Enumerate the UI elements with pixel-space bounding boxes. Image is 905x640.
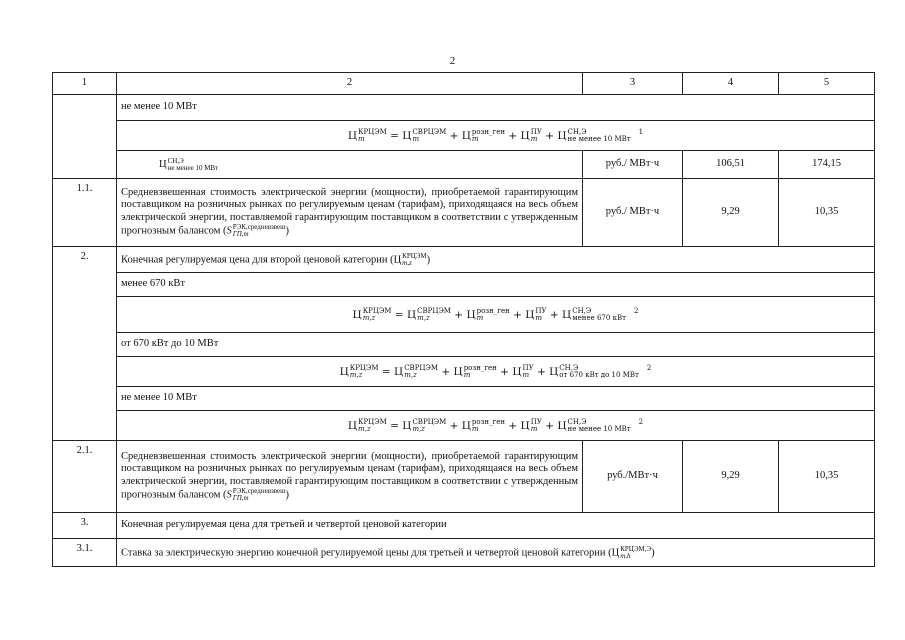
footnote-mark: 2 bbox=[646, 364, 652, 373]
value-cell-5: 10,35 bbox=[779, 179, 875, 247]
row-label: не менее 10 МВт bbox=[117, 387, 875, 411]
sn-value-4: 106,51 bbox=[683, 151, 779, 179]
footnote-mark: 1 bbox=[638, 128, 644, 137]
value-cell-4: 9,29 bbox=[683, 179, 779, 247]
footnote-mark: 2 bbox=[633, 307, 639, 316]
header-col-3: 3 bbox=[583, 73, 683, 95]
sn-value-5: 174,15 bbox=[779, 151, 875, 179]
header-row bbox=[53, 73, 875, 95]
header-col-5: 5 bbox=[779, 73, 875, 95]
row-number: 2. bbox=[53, 247, 117, 441]
row-label: менее 670 кВт bbox=[117, 273, 875, 297]
formula-2: Ц КРЦЭМ m,z = Ц СВРЦЭМ m,z + Ц розн_ген m + Ц ПУ m + Ц СН,Э менее 670 кВт $^2$ bbox=[117, 297, 875, 333]
tariff-table bbox=[52, 72, 875, 567]
formula-3: Ц КРЦЭМ m,z = Ц СВРЦЭМ m,z + Ц розн_ген m + Ц ПУ m + Ц СН,Э от 670 кВт до 10 МВт $^2$ bbox=[117, 357, 875, 387]
row-text: Конечная регулируемая цена для третьей и четвертой ценовой категории bbox=[117, 513, 875, 539]
unit-cell: руб./ МВт·ч bbox=[583, 179, 683, 247]
header-col-2: 2 bbox=[117, 73, 583, 95]
page-number: 2 bbox=[449, 55, 456, 67]
value-cell-5: 10,35 bbox=[779, 441, 875, 513]
row-number: 1.1. bbox=[53, 179, 117, 247]
unit-cell: руб./МВт·ч bbox=[583, 441, 683, 513]
row-number: 3. bbox=[53, 513, 117, 539]
empty-num-cell bbox=[53, 95, 117, 179]
formula-4: Ц КРЦЭМ m,z = Ц СВРЦЭМ m,z + Ц розн_ген m + Ц ПУ m + Ц СН,Э не менее 10 МВт $^2$ bbox=[117, 411, 875, 441]
row-text: Средневзвешенная стоимость электрической энергии (мощности), приобретаемой гарантирующим поставщиком на розничных рынках по регулируемым ценам (тарифам), приходящаяся на весь объем электрической энергии, поставляемой гарантирующим поставщиком в соответствии с утвержденным прогнозным балансом (S РЭК,средневзвеш ГП,m ) bbox=[117, 441, 583, 513]
row-number: 2.1. bbox=[53, 441, 117, 513]
header-col-1: 1 bbox=[53, 73, 117, 95]
row-text: Конечная регулируемая цена для второй ценовой категории (Ц КРЦЭМ m,z ) bbox=[117, 247, 875, 273]
header-col-4: 4 bbox=[683, 73, 779, 95]
footnote-mark: 2 bbox=[638, 418, 644, 427]
sn-label: Ц СН,Э не менее 10 МВт bbox=[117, 151, 583, 179]
row-text: Ставка за электрическую энергию конечной регулируемой цены для третьей и четвертой ценовой категории (Ц КРЦЭМ,Э m,h ) bbox=[117, 539, 875, 567]
row-label: не менее 10 МВт bbox=[117, 95, 875, 121]
sn-unit: руб./ МВт·ч bbox=[583, 151, 683, 179]
row-number: 3.1. bbox=[53, 539, 117, 567]
row-label: от 670 кВт до 10 МВт bbox=[117, 333, 875, 357]
formula-1: Ц КРЦЭМ m = Ц СВРЦЭМ m + Ц розн_ген m + Ц ПУ m + Ц СН,Э не менее 10 МВт $^1$ bbox=[117, 121, 875, 151]
value-cell-4: 9,29 bbox=[683, 441, 779, 513]
row-text: Средневзвешенная стоимость электрической энергии (мощности), приобретаемой гарантирующим поставщиком на розничных рынках по регулируемым ценам (тарифам), приходящаяся на весь объем электрической энергии, поставляемой гарантирующим поставщиком в соответствии с утвержденным прогнозным балансом (S РЭК,средневзвеш ГП,m ) bbox=[117, 179, 583, 247]
